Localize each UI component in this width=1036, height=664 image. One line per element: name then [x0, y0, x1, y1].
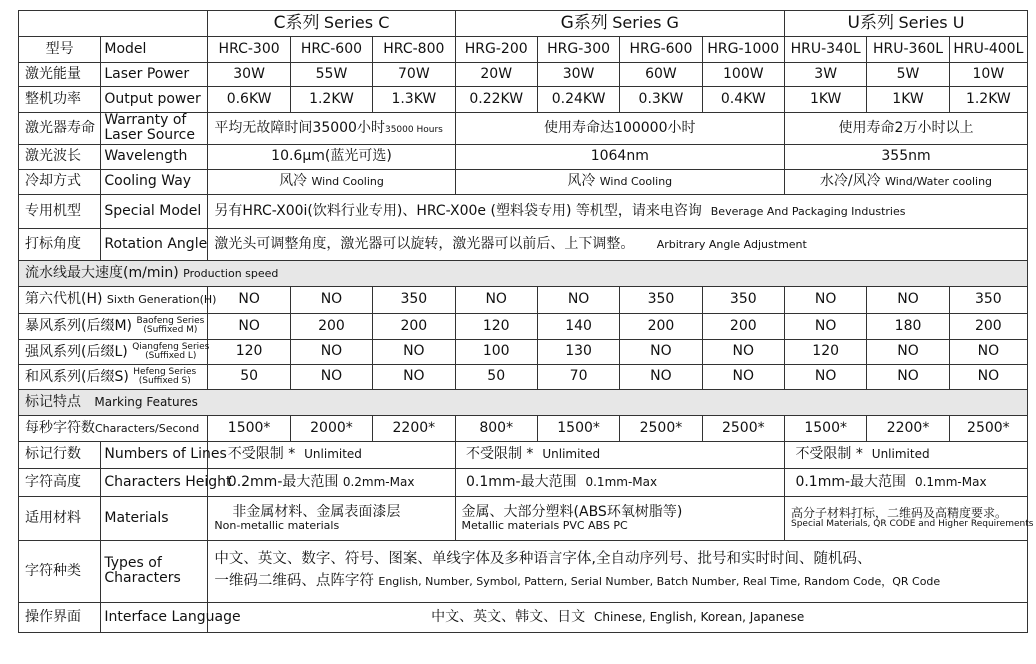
speed-value: 200: [620, 313, 702, 339]
series-g-zh: G系列: [560, 13, 608, 34]
model-value: HRC-300: [208, 37, 290, 63]
wavelength-label-zh: 激光波长: [19, 144, 101, 169]
cooling-label-en: Cooling Way: [101, 169, 208, 194]
speed-value: NO: [373, 364, 455, 389]
speed-row-label: [19, 286, 217, 313]
materials-row: [19, 496, 1028, 540]
chars-per-second-row: [19, 415, 1028, 441]
wavelength-c: 10.6μm(蓝光可选): [208, 144, 455, 169]
speed-value: NO: [784, 286, 866, 313]
output-power-row: [19, 87, 1028, 113]
laser-power-value: 70W: [373, 63, 455, 87]
chars-per-second-value: 2500*: [949, 415, 1027, 441]
warranty-label-en: [101, 113, 208, 145]
model-value: HRC-600: [290, 37, 372, 63]
output-power-value: 1.2KW: [949, 87, 1027, 113]
output-power-value: 0.24KW: [537, 87, 619, 113]
chars-per-second-value: 2200*: [373, 415, 455, 441]
cooling-u: [784, 169, 1027, 194]
materials-label-zh: 适用材料: [19, 496, 101, 540]
speed-value: NO: [702, 339, 784, 364]
lines-g: [455, 441, 784, 468]
lines-u-en: Unlimited: [871, 447, 930, 462]
speed-section-zh: 流水线最大速度(m/min): [25, 264, 179, 281]
laser-power-row: [19, 63, 1028, 87]
output-power-label-en: Output power: [101, 87, 208, 113]
spec-table: [18, 10, 1034, 633]
char-types-label-en-line2: Characters: [104, 570, 181, 587]
output-power-value: 0.4KW: [702, 87, 784, 113]
speed-row-label-en: [132, 343, 209, 361]
char-height-g-zh: 0.1mm-最大范围: [465, 473, 577, 490]
speed-value: NO: [537, 286, 619, 313]
speed-row-label-en: [133, 368, 196, 386]
char-height-label-en: Characters Height: [101, 468, 208, 496]
cooling-g-en: Wind Cooling: [599, 175, 673, 189]
cooling-label-zh: 冷却方式: [19, 169, 101, 194]
series-u-header: [784, 11, 1027, 37]
char-types-line2-zh: 一维码二维码、点阵字符: [214, 573, 374, 590]
speed-row: [19, 364, 1028, 389]
char-types-line2-en: English, Number, Symbol, Pattern, Serial Number, Batch Number, Real Time, Random Code，QR Code: [378, 575, 941, 589]
lines-u-zh: 不受限制 *: [795, 446, 863, 463]
model-value: HRG-200: [455, 37, 537, 63]
speed-value: 350: [373, 286, 455, 313]
speed-value: 350: [620, 286, 702, 313]
speed-value: 200: [702, 313, 784, 339]
special-model-text-zh: 另有HRC-X00i(饮料行业专用)、HRC-X00e (塑料袋专用) 等机型，请来电咨询: [214, 202, 702, 219]
interface-text-en: Chinese, English, Korean, Japanese: [594, 609, 805, 624]
materials-c-en: Non-metallic materials: [214, 518, 340, 532]
wavelength-g: 1064nm: [455, 144, 784, 169]
laser-power-value: 55W: [290, 63, 372, 87]
speed-row-label-en-line2: (Suffixed S): [138, 375, 191, 386]
model-value: HRU-360L: [867, 37, 949, 63]
char-height-u-zh: 0.1mm-最大范围: [795, 473, 907, 490]
warranty-row: [19, 113, 1028, 145]
char-types-label-en: [101, 540, 208, 602]
speed-row-label-en-line2: (Suffixed M): [143, 325, 198, 336]
series-header-row: [19, 11, 1028, 37]
speed-value: NO: [949, 364, 1027, 389]
cooling-c: [208, 169, 455, 194]
speed-value: 70: [537, 364, 619, 389]
marking-section-zh: 标记特点: [25, 393, 81, 410]
marking-section-title: [19, 389, 1028, 415]
speed-row-label-en-line1: Hefeng Series: [133, 366, 197, 377]
speed-value: 200: [290, 313, 372, 339]
char-height-g-en: 0.1mm-Max: [585, 474, 658, 489]
materials-c-zh: 非金属材料、金属表面漆层: [232, 503, 401, 520]
speed-value: NO: [867, 339, 949, 364]
char-types-label-zh: 字符种类: [19, 540, 101, 602]
laser-power-value: 30W: [208, 63, 290, 87]
laser-power-label-zh: 激光能量: [19, 63, 101, 87]
speed-row: [19, 313, 1028, 339]
warranty-c: [208, 113, 455, 145]
warranty-label-en-line2: Laser Source: [104, 127, 195, 144]
speed-value: 100: [455, 339, 537, 364]
speed-row-label-zh: 和风系列(后缀S): [25, 368, 129, 385]
speed-row-label-zh: 第六代机(H): [25, 291, 103, 308]
wavelength-label-en: Wavelength: [101, 144, 208, 169]
speed-value: NO: [290, 339, 372, 364]
speed-row-label-zh: 强风系列(后缀L): [25, 343, 128, 360]
speed-value: NO: [867, 364, 949, 389]
output-power-value: 1.3KW: [373, 87, 455, 113]
model-value: HRG-1000: [702, 37, 784, 63]
rotation-row: [19, 228, 1028, 260]
speed-value: 140: [537, 313, 619, 339]
chars-per-second-value: 2500*: [702, 415, 784, 441]
model-row: [19, 37, 1028, 63]
speed-row: [19, 339, 1028, 364]
chars-per-second-label: [19, 415, 208, 441]
model-value: HRU-340L: [784, 37, 866, 63]
speed-value: NO: [867, 286, 949, 313]
warranty-u: 使用寿命2万小时以上: [784, 113, 1027, 145]
materials-u-en: Special Materials, QR CODE and Higher Requirements: [790, 518, 1034, 529]
speed-row-label-en-line1: Baofeng Series: [136, 316, 205, 327]
lines-g-zh: 不受限制 *: [465, 446, 534, 463]
speed-value: NO: [208, 286, 290, 313]
speed-row-label-en: Sixth Generation(H): [106, 293, 217, 307]
special-model-text-en: Beverage And Packaging Industries: [710, 204, 906, 218]
speed-value: NO: [290, 364, 372, 389]
laser-power-value: 5W: [867, 63, 949, 87]
char-types-line1: 中文、英文、数字、符号、图案、单线字体及多种语言字体,全自动序列号、批号和实时时间、随机码、: [214, 551, 872, 568]
output-power-value: 1.2KW: [290, 87, 372, 113]
materials-g-zh: 金属、大部分塑料(ABS环氧树脂等): [461, 503, 683, 520]
output-power-value: 1KW: [867, 87, 949, 113]
lines-label-zh: 标记行数: [19, 441, 101, 468]
interface-label-en: Interface Language: [101, 602, 208, 632]
materials-c: [208, 496, 455, 540]
char-height-u: [784, 468, 1027, 496]
speed-value: NO: [373, 339, 455, 364]
materials-u: [784, 496, 1034, 540]
speed-value: NO: [702, 364, 784, 389]
model-value: HRG-300: [537, 37, 619, 63]
lines-c: [208, 441, 455, 468]
chars-per-second-label-en: Characters/Second: [95, 421, 200, 435]
char-height-g: [455, 468, 784, 496]
series-c-header: [208, 11, 455, 37]
series-c-zh: C系列: [273, 13, 320, 34]
speed-value: NO: [949, 339, 1027, 364]
speed-row-label: [19, 339, 208, 364]
char-height-row: [19, 468, 1028, 496]
materials-g-en: Metallic materials PVC ABS PC: [461, 518, 628, 532]
marking-section-en: Marking Features: [94, 394, 198, 409]
model-label-zh: 型号: [19, 37, 101, 63]
char-height-u-en: 0.1mm-Max: [914, 474, 987, 489]
laser-power-value: 20W: [455, 63, 537, 87]
warranty-g: 使用寿命达100000小时: [455, 113, 784, 145]
char-height-c: [208, 468, 455, 496]
speed-value: NO: [620, 364, 702, 389]
chars-per-second-value: 2500*: [620, 415, 702, 441]
model-label-en: Model: [101, 37, 208, 63]
model-value: HRG-600: [620, 37, 702, 63]
speed-value: 200: [949, 313, 1027, 339]
speed-value: NO: [620, 339, 702, 364]
model-value: HRU-400L: [949, 37, 1027, 63]
rotation-label-en: Rotation Angle: [101, 228, 208, 260]
series-c-en: Series C: [323, 13, 390, 33]
cooling-u-en: Wind/Water cooling: [885, 175, 993, 189]
laser-power-value: 60W: [620, 63, 702, 87]
special-model-row: [19, 194, 1028, 228]
wavelength-row: [19, 144, 1028, 169]
char-types-label-en-line1: Types of: [104, 554, 162, 571]
chars-per-second-value: 1500*: [208, 415, 290, 441]
speed-row-label-en-line1: Qiangfeng Series: [132, 341, 210, 352]
speed-row-label-en-line2: (Suffixed L): [145, 350, 197, 361]
output-power-value: 0.22KW: [455, 87, 537, 113]
speed-value: 50: [455, 364, 537, 389]
speed-row-label-en: [136, 317, 204, 335]
rotation-label-zh: 打标角度: [19, 228, 101, 260]
speed-value: NO: [784, 313, 866, 339]
speed-section-en: Production speed: [183, 266, 279, 280]
laser-power-value: 100W: [702, 63, 784, 87]
speed-value: NO: [290, 286, 372, 313]
speed-value: 180: [867, 313, 949, 339]
speed-value: NO: [784, 364, 866, 389]
warranty-label-en-line1: Warranty of: [104, 112, 187, 128]
chars-per-second-value: 800*: [455, 415, 537, 441]
speed-value: NO: [455, 286, 537, 313]
cooling-row: [19, 169, 1028, 194]
series-u-zh: U系列: [847, 13, 894, 34]
interface-text: [208, 602, 1028, 632]
special-model-label-en: Special Model: [101, 194, 208, 228]
lines-c-en: Unlimited: [304, 447, 362, 462]
speed-section-title: [19, 260, 1028, 286]
lines-c-zh: 不受限制 *: [227, 446, 296, 463]
cooling-c-en: Wind Cooling: [311, 175, 384, 189]
lines-u: [784, 441, 1027, 468]
speed-row-label: [19, 364, 208, 389]
output-power-value: 1KW: [784, 87, 866, 113]
series-g-en: Series G: [612, 13, 679, 33]
cooling-c-zh: 风冷: [279, 173, 308, 190]
speed-value: 120: [784, 339, 866, 364]
laser-power-value: 3W: [784, 63, 866, 87]
series-u-en: Series U: [898, 13, 965, 33]
rotation-text-en: Arbitrary Angle Adjustment: [656, 237, 807, 251]
chars-per-second-value: 1500*: [784, 415, 866, 441]
char-types-row: [19, 540, 1028, 602]
rotation-text: [208, 228, 1028, 260]
output-power-label-zh: 整机功率: [19, 87, 101, 113]
warranty-c-en: 35000 Hours: [384, 124, 443, 135]
lines-label-en: Numbers of Lines: [101, 441, 208, 468]
speed-value: 120: [208, 339, 290, 364]
marking-section-row: [19, 389, 1028, 415]
warranty-label-zh: 激光器寿命: [19, 113, 101, 145]
char-height-c-zh: 0.2mm-最大范围: [227, 473, 339, 490]
laser-power-label-en: Laser Power: [101, 63, 208, 87]
char-height-c-en: 0.2mm-Max: [342, 474, 415, 489]
speed-row-label: [19, 313, 208, 339]
speed-value: 120: [455, 313, 537, 339]
cooling-g-zh: 风冷: [567, 173, 596, 190]
speed-value: 350: [702, 286, 784, 313]
laser-power-value: 30W: [537, 63, 619, 87]
char-types-text: [208, 540, 1028, 602]
speed-value: 350: [949, 286, 1027, 313]
char-height-label-zh: 字符高度: [19, 468, 101, 496]
header-blank: [19, 11, 208, 37]
interface-row: [19, 602, 1028, 632]
wavelength-u: 355nm: [784, 144, 1027, 169]
warranty-c-zh: 平均无故障时间35000小时: [214, 119, 385, 136]
speed-value: 50: [208, 364, 290, 389]
output-power-value: 0.6KW: [208, 87, 290, 113]
series-g-header: [455, 11, 784, 37]
lines-row: [19, 441, 1028, 468]
special-model-label-zh: 专用机型: [19, 194, 101, 228]
interface-text-zh: 中文、英文、韩文、日文: [431, 608, 586, 625]
lines-g-en: Unlimited: [542, 447, 601, 462]
char-types-line2: [214, 574, 1024, 590]
chars-per-second-label-zh: 每秒字符数: [25, 419, 95, 436]
speed-value: 200: [373, 313, 455, 339]
chars-per-second-value: 2200*: [867, 415, 949, 441]
model-value: HRC-800: [373, 37, 455, 63]
output-power-value: 0.3KW: [620, 87, 702, 113]
cooling-u-zh: 水冷/风冷: [819, 173, 881, 190]
laser-power-value: 10W: [949, 63, 1027, 87]
materials-label-en: Materials: [101, 496, 208, 540]
cooling-g: [455, 169, 784, 194]
rotation-text-zh: 激光头可调整角度，激光器可以旋转，激光器可以前后、上下调整。: [214, 235, 635, 252]
interface-label-zh: 操作界面: [19, 602, 101, 632]
special-model-text: [208, 194, 1028, 228]
speed-row: [19, 286, 1028, 313]
speed-value: NO: [208, 313, 290, 339]
chars-per-second-value: 1500*: [537, 415, 619, 441]
materials-u-zh: 高分子材料打标，二维码及高精度要求。: [790, 505, 1007, 520]
chars-per-second-value: 2000*: [290, 415, 372, 441]
speed-value: 130: [537, 339, 619, 364]
materials-g: [455, 496, 784, 540]
speed-section-row: [19, 260, 1028, 286]
speed-row-label-zh: 暴风系列(后缀M): [25, 318, 133, 335]
